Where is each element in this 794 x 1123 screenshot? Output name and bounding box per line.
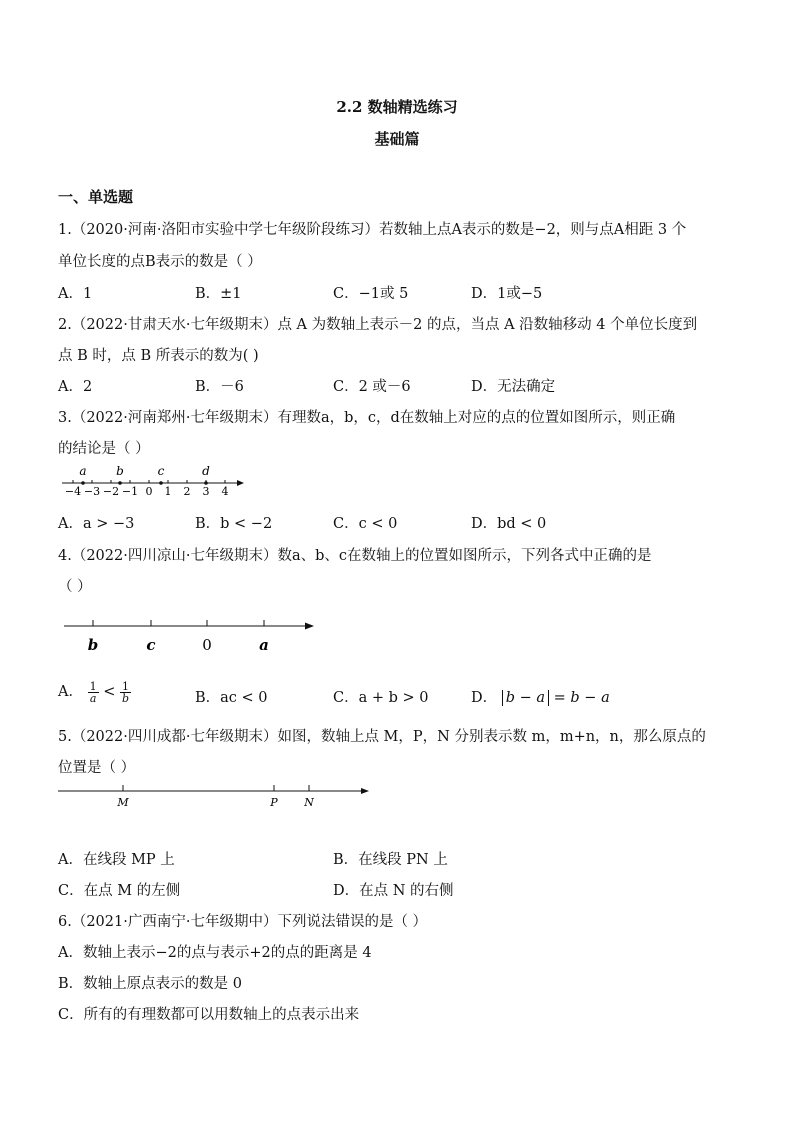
q2-line2: 点 B 时，点 B 所表示的数为( ): [58, 348, 259, 364]
q3-option-a: A．a > −3: [58, 516, 135, 532]
q3-tick-label: −1: [121, 485, 139, 498]
q3-label-c: c: [157, 464, 165, 478]
q4-option-d-rest: = b − a: [553, 690, 610, 706]
q4-label-a: a: [259, 636, 269, 654]
q4-frac2-num: 1: [121, 679, 129, 693]
q5-number-line: [58, 782, 374, 812]
q4-option-d-prefix: D．: [471, 690, 498, 706]
q3-number-line: [58, 463, 248, 499]
q1-option-a: A．1: [58, 286, 93, 302]
q3-tick-label: 0: [145, 485, 153, 498]
q1-option-b: B．±1: [195, 286, 242, 302]
q2-option-d: D．无法确定: [471, 379, 556, 395]
q1-option-c: C．−1或 5: [333, 286, 409, 302]
q1-option-d: D．1或−5: [471, 286, 543, 302]
q4-number-line: [58, 612, 320, 660]
q4-frac1-num: 1: [89, 679, 97, 693]
q3-tick-label: 4: [221, 485, 229, 498]
q4-label-0: 0: [202, 636, 212, 654]
q3-point-b: [118, 481, 122, 485]
q5-line1: 5.（2022·四川成都·七年级期末）如图，数轴上点 M，P，N 分别表示数 m，m+n，n，那么原点的: [58, 729, 706, 745]
q4-option-d: [471, 686, 610, 707]
page-subtitle: 基础篇: [374, 130, 420, 148]
q4-option-a: [58, 680, 131, 704]
q4-option-c: C．a + b > 0: [333, 690, 429, 706]
q5-option-d: D．在点 N 的右侧: [333, 883, 454, 899]
q5-label-m: M: [117, 796, 129, 809]
q1-line1: 1.（2020·河南·洛阳市实验中学七年级阶段练习）若数轴上点A表示的数是−2，则与点A相距 3 个: [58, 222, 687, 238]
q3-point-d: [204, 481, 208, 485]
q3-option-c: C．c < 0: [333, 516, 398, 532]
q4-label-c: c: [146, 636, 156, 654]
q6-option-a: A．数轴上表示−2的点与表示+2的点的距离是 4: [58, 945, 372, 961]
q4-option-a-op: <: [103, 684, 116, 700]
q3-tick-label: −4: [64, 485, 82, 498]
q5-line2: 位置是（ ）: [58, 760, 136, 776]
q5-option-b: B．在线段 PN 上: [333, 852, 448, 868]
q4-label-b: b: [87, 636, 99, 654]
q4-option-a-prefix: A．: [58, 684, 83, 700]
q3-line2: 的结论是（ ）: [58, 441, 150, 457]
q4-option-d-abs: b − a: [502, 690, 549, 706]
q2-option-b: B．－6: [195, 379, 244, 395]
q2-option-a: A．2: [58, 379, 93, 395]
q4-fraction-2: [120, 681, 131, 704]
q3-tick-label: −2: [102, 485, 120, 498]
q2-option-c: C．2 或－6: [333, 379, 411, 395]
q3-tick-label: 2: [183, 485, 191, 498]
q4-frac2-den: b: [121, 691, 129, 705]
q3-tick-label: 3: [202, 485, 210, 498]
q6-option-b: B．数轴上原点表示的数是 0: [58, 976, 242, 992]
q6-option-c: C．所有的有理数都可以用数轴上的点表示出来: [58, 1007, 360, 1023]
q3-label-d: d: [202, 464, 210, 478]
q3-option-d: D．bd < 0: [471, 516, 547, 532]
q3-label-a: a: [79, 464, 87, 478]
q4-line1: 4.（2022·四川凉山·七年级期末）数a、b、c在数轴上的位置如图所示，下列各式中正确的是: [58, 548, 652, 564]
q1-line2: 单位长度的点B表示的数是（ ）: [58, 254, 262, 270]
page-title: 2.2 数轴精选练习: [336, 98, 458, 116]
q6-line1: 6.（2021·广西南宁·七年级期中）下列说法错误的是（ ）: [58, 914, 428, 930]
q3-tick-label: −3: [83, 485, 101, 498]
q3-point-c: [159, 481, 163, 485]
q3-tick-label: 1: [164, 485, 172, 498]
section-heading: 一、单选题: [58, 188, 134, 206]
q5-label-n: N: [304, 796, 314, 809]
q5-option-a: A．在线段 MP 上: [58, 852, 175, 868]
q5-label-p: P: [270, 796, 278, 809]
q4-frac1-den: a: [89, 691, 97, 705]
q4-option-b: B．ac < 0: [195, 690, 268, 706]
q3-option-b: B．b < −2: [195, 516, 273, 532]
q3-line1: 3.（2022·河南郑州·七年级期末）有理数a，b，c，d在数轴上对应的点的位置如图所示，则正确: [58, 410, 676, 426]
q5-option-c: C．在点 M 的左侧: [58, 883, 181, 899]
q3-point-a: [81, 481, 85, 485]
q4-line2: （ ）: [58, 579, 92, 595]
q4-fraction-1: [88, 681, 99, 704]
q3-label-b: b: [116, 464, 124, 478]
q2-line1: 2.（2022·甘肃天水·七年级期末）点 A 为数轴上表示－2 的点，当点 A 沿数轴移动 4 个单位长度到: [58, 317, 698, 333]
